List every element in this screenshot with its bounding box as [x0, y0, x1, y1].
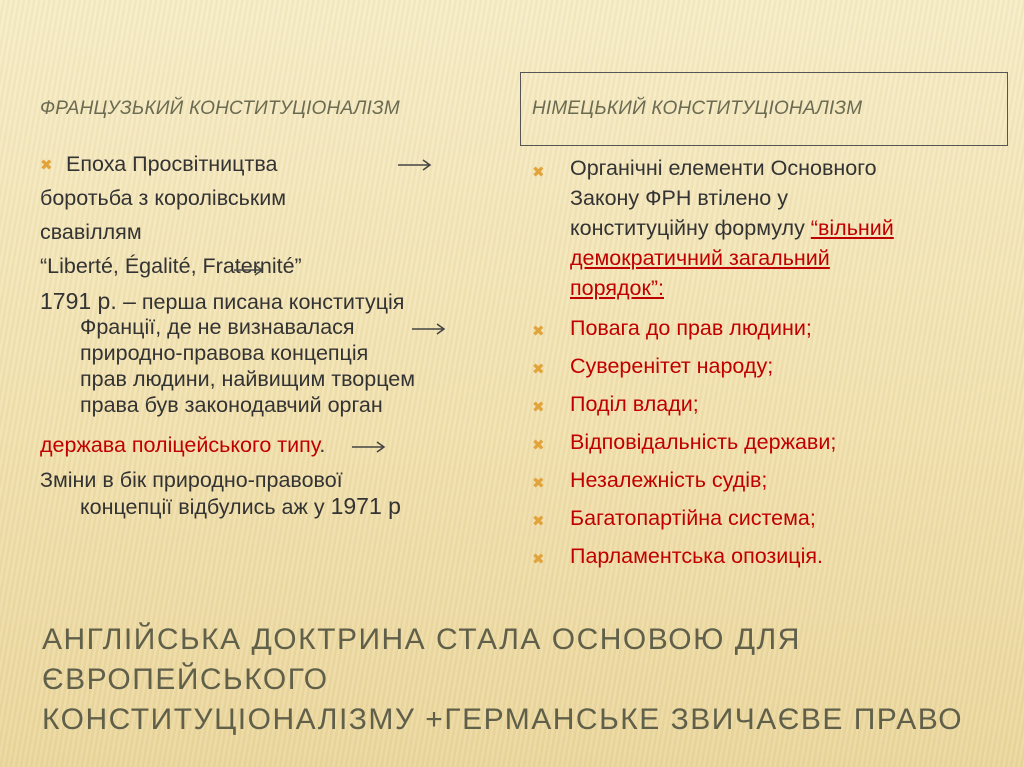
right-arrow-icon	[352, 440, 386, 454]
right-column-header: НІМЕЦЬКИЙ КОНСТИТУЦІОНАЛІЗМ	[532, 98, 863, 119]
title-line-1: АНГЛІЙСЬКА ДОКТРИНА СТАЛА ОСНОВОЮ ДЛЯ ЄВРОПЕЙСЬКОГО	[42, 623, 801, 696]
x-bullet-icon: ✖	[532, 323, 545, 340]
police-state-text: держава поліцейського типу	[40, 433, 320, 457]
first-constitution-text: перша писана конституція	[135, 290, 405, 314]
right-line-2: Закону ФРН втілено у	[570, 186, 788, 210]
x-bullet-icon: ✖	[40, 157, 53, 174]
period: .	[319, 433, 326, 457]
principle-item: Багатопартійна система;	[570, 506, 816, 530]
left-line-7: природно-правова концепція	[80, 341, 369, 365]
left-line-2: боротьба з королівським	[40, 186, 287, 210]
free-text: “вільний	[810, 216, 894, 240]
right-line-4: демократичний загальний	[570, 246, 830, 270]
principle-item: Поділ влади;	[570, 392, 699, 416]
right-arrow-icon	[398, 158, 432, 172]
left-line-6: Франції, де не визнавалася	[80, 315, 355, 339]
x-bullet-icon: ✖	[532, 551, 545, 568]
left-line-1: Епоха Просвітництва	[66, 152, 278, 176]
left-line-9: права був законодавчий орган	[80, 393, 383, 417]
x-bullet-icon: ✖	[532, 513, 545, 530]
x-bullet-icon: ✖	[532, 164, 545, 181]
left-column-header: ФРАНЦУЗЬКИЙ КОНСТИТУЦІОНАЛІЗМ	[40, 98, 400, 119]
right-arrow-icon	[234, 263, 264, 277]
changes-text: концепції відбулись аж у	[80, 495, 331, 519]
left-motto: “Liberté, Égalité, Fraternité”	[40, 254, 302, 278]
right-line-5: порядок”:	[570, 276, 664, 300]
right-line-1: Органічні елементи Основного	[570, 156, 877, 180]
principle-item: Відповідальність держави;	[570, 430, 837, 454]
left-line-11: Зміни в бік природно-правової	[40, 468, 343, 492]
slide-title	[42, 620, 1024, 740]
principle-item: Парламентська опозиція.	[570, 544, 824, 568]
left-line-1791	[40, 288, 404, 315]
left-police-state-line	[40, 432, 325, 458]
x-bullet-icon: ✖	[532, 361, 545, 378]
x-bullet-icon: ✖	[532, 437, 545, 454]
title-line-2: КОНСТИТУЦІОНАЛІЗМУ +ГЕРМАНСЬКЕ ЗВИЧАЄВЕ ПРАВО	[42, 703, 964, 736]
left-line-3: свавіллям	[40, 220, 142, 244]
left-line-12	[80, 493, 401, 520]
formula-text: конституційну формулу	[570, 216, 811, 240]
principle-item: Суверенітет народу;	[570, 354, 774, 378]
principle-item: Незалежність судів;	[570, 468, 768, 492]
x-bullet-icon: ✖	[532, 399, 545, 416]
left-line-8: прав людини, найвищим творцем	[80, 367, 416, 391]
right-line-3	[570, 215, 894, 241]
right-arrow-icon	[412, 322, 446, 336]
year-1971: 1971 р	[330, 493, 401, 519]
x-bullet-icon: ✖	[532, 475, 545, 492]
principle-item: Повага до прав людини;	[570, 316, 812, 340]
year-1791: 1791 р. –	[40, 288, 136, 314]
